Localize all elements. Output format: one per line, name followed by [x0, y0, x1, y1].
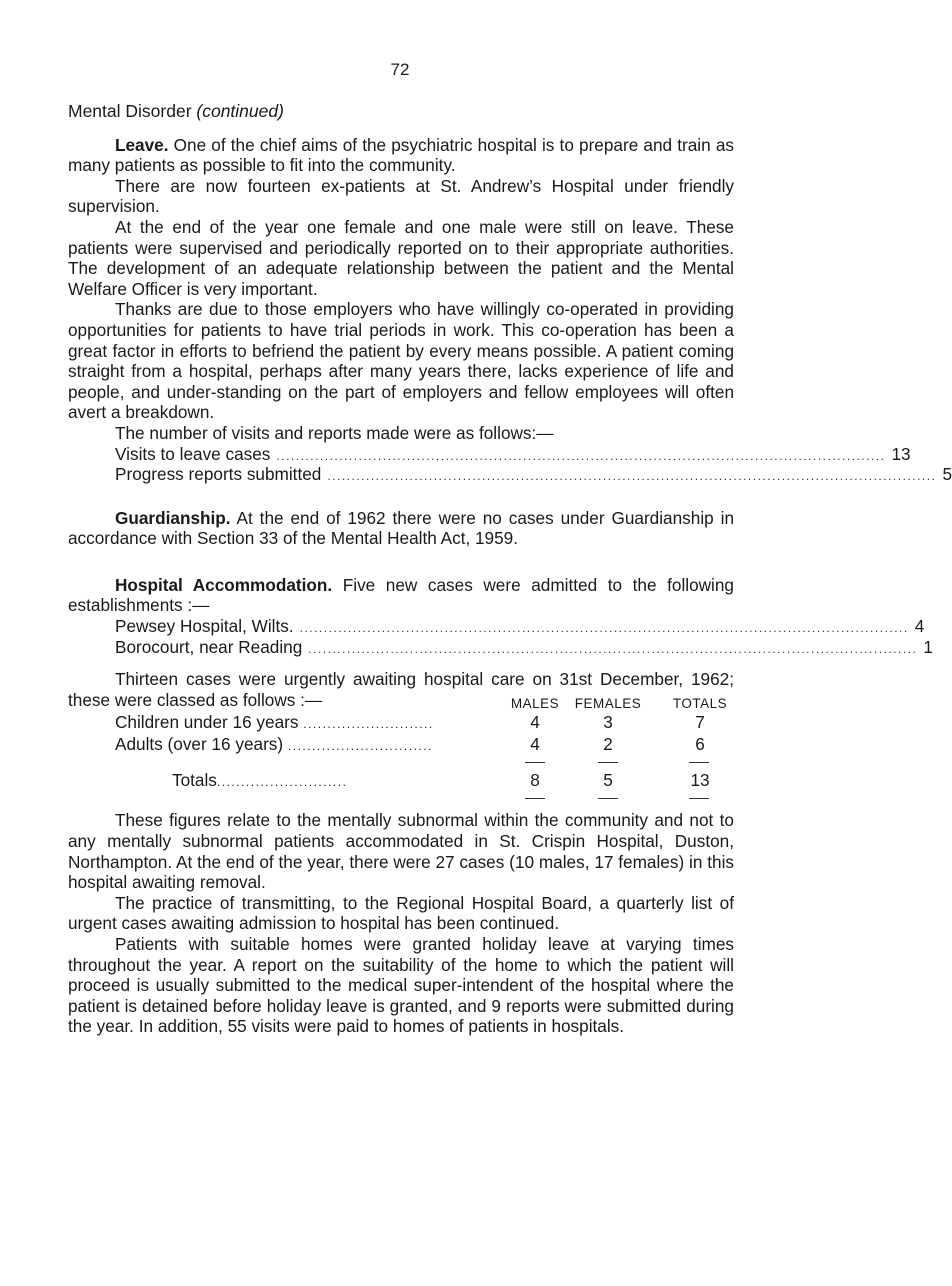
- pewsey-row: [115, 616, 925, 637]
- divider: [598, 762, 618, 763]
- pewsey-label: Pewsey Hospital, Wilts.: [115, 616, 294, 637]
- hospital-paragraph: [68, 575, 734, 616]
- cell-males: 4: [530, 734, 540, 755]
- total-females: 5: [603, 770, 613, 791]
- header-males: MALES: [510, 696, 560, 712]
- table-row: [68, 734, 734, 756]
- cell-totals: 6: [695, 734, 705, 755]
- leave-paragraph-5: The number of visits and reports made were as follows:—: [115, 422, 554, 443]
- total-totals: 13: [690, 770, 710, 791]
- reports-row: [115, 464, 952, 485]
- heading-suffix: (continued): [196, 101, 284, 121]
- leader-dots: ..............................................................................................................................: [327, 469, 937, 484]
- leave-paragraph-2: There are now fourteen ex-patients at St. Andrew’s Hospital under friendly supervision.: [68, 175, 734, 217]
- visits-label: Visits to leave cases: [115, 443, 271, 464]
- guardianship-paragraph: [68, 508, 734, 549]
- page-number: 72: [390, 60, 410, 79]
- holiday-paragraph: Patients with suitable homes were granted holiday leave at varying times throughout the year. A report on the suitability of the home to which the patient will proceed is usually submitted to the medical super-intendent of the hospital where the patient is detained before holiday leave is granted, and 9 reports were submitted during the year. In addition, 55 visits were paid to homes of patients in hospitals.: [68, 934, 734, 1037]
- leave-paragraph-4: Thanks are due to those employers who have willingly co-operated in providing opportunities for patients to have trial periods in work. This co-operation has been a great factor in efforts to befriend the patient by every means possible. A patient coming straight from a hospital, perhaps after many years there, lacks experience of life and people, and under-standing on the part of employers and fellow employees will often avert a breakdown.: [68, 299, 734, 423]
- awaiting-table: [68, 694, 734, 806]
- leave-text-1: One of the chief aims of the psychiatric hospital is to prepare and train as many patients as possible to fit into the community.: [68, 134, 734, 176]
- total-males: 8: [530, 770, 540, 791]
- cell-males: 4: [530, 712, 540, 733]
- reports-label: Progress reports submitted: [115, 464, 322, 485]
- table-header: [68, 694, 734, 712]
- rule-row: [68, 792, 734, 806]
- divider: [689, 762, 709, 763]
- section-heading: [68, 101, 734, 122]
- guardianship-text: At the end of 1962 there were no cases under Guardianship in accordance with Section 33 of the Mental Health Act, 1959.: [68, 507, 734, 549]
- hospital-label: Hospital Accommodation.: [115, 574, 333, 595]
- totals-label: Totals...........................: [172, 770, 348, 791]
- header-females: FEMALES: [574, 696, 642, 712]
- leave-paragraph-3: At the end of the year one female and one male were still on leave. These patients were supervised and periodically reported on to their appropriate authorities. The development of an adequate relationship between the patient and the Mental Welfare Officer is very important.: [68, 216, 734, 299]
- rule-row: [68, 756, 734, 770]
- leader-dots: ..............................................................................................................................: [308, 641, 918, 656]
- row-label: Adults (over 16 years) ..............................: [115, 734, 433, 755]
- visits-row: [115, 443, 911, 465]
- visits-value: 13: [891, 443, 911, 464]
- borocourt-value: 1: [923, 636, 933, 657]
- cell-totals: 7: [695, 712, 705, 733]
- divider: [525, 798, 545, 799]
- leader-dots: ..............................................................................................................................: [276, 448, 886, 463]
- cell-females: 2: [603, 734, 613, 755]
- borocourt-label: Borocourt, near Reading: [115, 636, 303, 657]
- leave-paragraph-1: [68, 135, 734, 176]
- pewsey-value: 4: [914, 616, 925, 637]
- divider: [598, 798, 618, 799]
- document-body: [68, 101, 952, 1037]
- cell-females: 3: [603, 712, 613, 733]
- leader-dots: ..............................................................................................................................: [299, 621, 909, 636]
- heading-title: Mental Disorder: [68, 101, 197, 121]
- figures-paragraph: These figures relate to the mentally subnormal within the community and not to any mentally subnormal patients accommodated in St. Crispin Hospital, Duston, Northampton. At the end of the year, there were 27 cases (10 males, 17 females) in this hospital awaiting removal.: [68, 810, 734, 893]
- awaiting-intro: Thirteen cases were urgently awaiting hospital care on 31st December, 1962; these were classed as follows :—: [68, 669, 734, 710]
- totals-row: [68, 770, 734, 792]
- guardianship-label: Guardianship.: [115, 507, 231, 528]
- divider: [525, 762, 545, 763]
- hospital-text: Five new cases were admitted to the following establishments :—: [68, 574, 734, 616]
- header-totals: TOTALS: [672, 696, 728, 712]
- divider: [689, 798, 709, 799]
- practice-paragraph: The practice of transmitting, to the Regional Hospital Board, a quarterly list of urgent cases awaiting admission to hospital has been continued.: [68, 892, 734, 934]
- table-row: [68, 712, 734, 734]
- leave-label: Leave.: [115, 134, 169, 155]
- row-label: Children under 16 years ...........................: [115, 712, 434, 733]
- borocourt-row: [115, 636, 933, 658]
- reports-value: 5: [942, 464, 952, 485]
